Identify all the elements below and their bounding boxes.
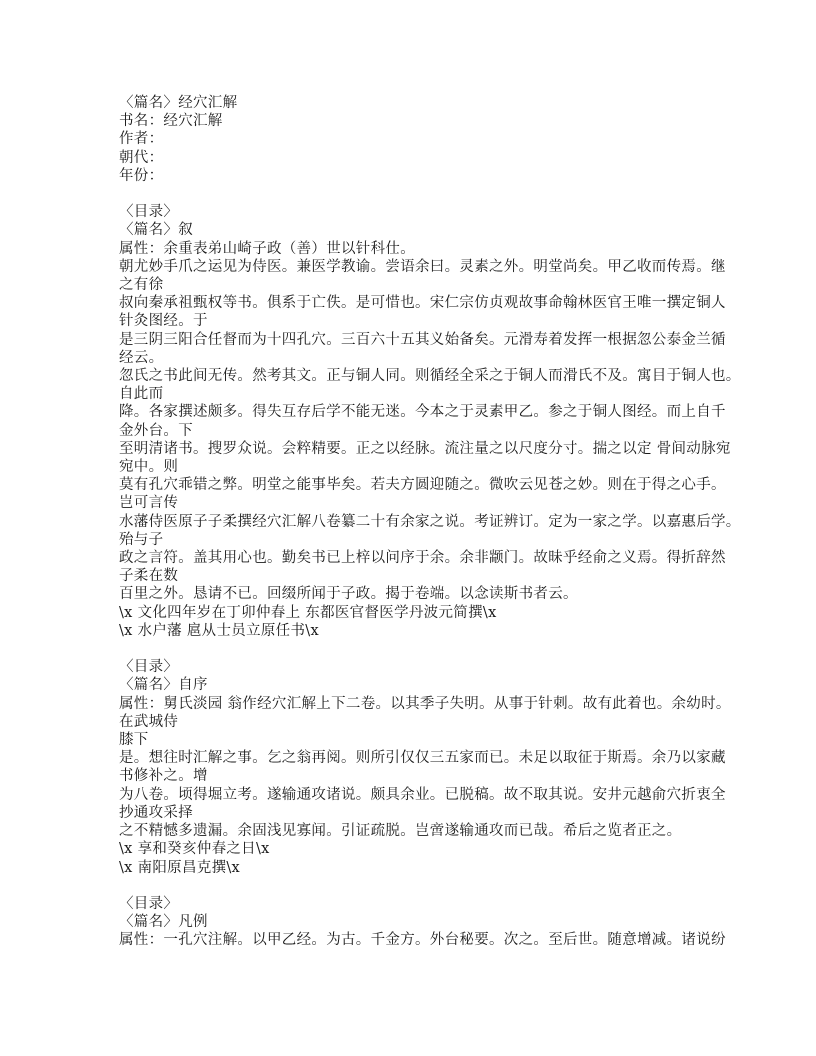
- toc-tag: 〈目录〉: [119, 895, 179, 912]
- text-line: 水藩侍医原子子柔撰经穴汇解八卷纂二十有余家之说。考证辨订。定为一家之学。以嘉惠后学。: [119, 513, 741, 530]
- text-line: 是。想往时汇解之事。乞之翁再阅。则所引仅仅三五家而已。未足以取征于斯焉。余乃以家藏: [119, 750, 726, 767]
- text-line: 是三阴三阳合任督而为十四孔穴。三百六十五其义始备矣。元滑寿着发挥一根据忽公泰金兰循: [119, 331, 726, 348]
- text-line: 属性：余重表弟山崎子政（善）世以针科仕。: [119, 240, 415, 257]
- document-header: [119, 94, 699, 185]
- text-line: 经云。: [119, 349, 164, 366]
- spacer: [119, 877, 699, 895]
- section-title: 〈篇名〉凡例: [119, 914, 208, 931]
- text-line: 莫有孔穴乖错之弊。明堂之能事毕矣。若夫方圆迎随之。微吹云见苍之妙。则在于得之心手。: [119, 477, 726, 494]
- text-line: 针灸图经。于: [119, 313, 208, 330]
- section-title: 〈篇名〉叙: [119, 222, 193, 239]
- text-line: 至明清诸书。搜罗众说。会粹精要。正之以经脉。流注量之以尺度分寸。揣之以定 骨间动脉宛: [119, 440, 731, 457]
- text-line: 叔向秦承祖甄权等书。俱系于亡佚。是可惜也。宋仁宗仿贞观故事命翰林医官王唯一撰定铜人: [119, 295, 726, 312]
- book-name: 书名：经穴汇解: [119, 113, 223, 130]
- text-line: 朝尤妙手爪之运见为侍医。兼医学教谕。尝语余曰。灵素之外。明堂尚矣。甲乙收而传焉。继: [119, 258, 726, 275]
- toc-tag: 〈目录〉: [119, 204, 179, 221]
- text-line: 殆与子: [119, 531, 164, 548]
- text-line: 在武城侍: [119, 713, 179, 730]
- text-line: 忽氏之书此间无传。然考其文。正与铜人同。则循经全采之于铜人而滑氏不及。寓目于铜人也。: [119, 368, 741, 385]
- book-title-tag: 〈篇名〉经穴汇解: [119, 95, 238, 111]
- text-line: 之有徐: [119, 277, 164, 294]
- text-line: 政之言符。盖其用心也。勤矣书已上梓以问序于余。余非颛门。故昧乎经俞之义焉。得折辞然: [119, 550, 726, 567]
- toc-tag: 〈目录〉: [119, 659, 179, 676]
- section-author-preface: [119, 658, 731, 876]
- signature-line: \x 文化四年岁在丁卯仲春上 东都医官督医学丹波元简撰\x: [119, 604, 497, 621]
- text-line: 之不精憾多遗漏。余固浅见寡闻。引证疏脱。岂啻遂输通攻而已哉。希后之览者正之。: [119, 823, 682, 840]
- text-line: 书修补之。增: [119, 768, 208, 785]
- text-line: 为八卷。顷得堀立考。遂输通攻诸说。颇具余业。已脱稿。故不取其说。安井元越俞穴折衷全: [119, 786, 726, 803]
- text-line: 属性：一孔穴注解。以甲乙经。为古。千金方。外台秘要。次之。至后世。随意增减。诸说纷: [119, 932, 726, 949]
- text-line: 属性：舅氏淡园 翁作经穴汇解上下二卷。以其季子失明。从事于针刺。故有此着也。余幼时。: [119, 695, 731, 712]
- text-line: 金外台。下: [119, 422, 193, 439]
- spacer: [119, 185, 699, 203]
- spacer: [119, 640, 699, 658]
- signature-line: \x 水户藩 扈从士员立原任书\x: [119, 622, 319, 639]
- section-conventions: [119, 895, 726, 950]
- section-title: 〈篇名〉自序: [119, 677, 208, 694]
- author-field: 作者：: [119, 131, 164, 148]
- text-line: 抄通攻采择: [119, 804, 193, 821]
- year-field: 年份：: [119, 167, 164, 184]
- signature-line: \x 南阳原昌克撰\x: [119, 859, 241, 876]
- text-line: 岂可言传: [119, 495, 179, 512]
- text-line: 百里之外。恳请不已。回缀所闻于子政。揭于卷端。以念读斯书者云。: [119, 586, 578, 603]
- document-page: [119, 94, 741, 950]
- section-preface: [119, 203, 741, 640]
- dynasty-field: 朝代：: [119, 149, 164, 166]
- text-line: 降。各家撰述颇多。得失互存后学不能无迷。今本之于灵素甲乙。参之于铜人图经。而上自千: [119, 404, 726, 421]
- text-line: 自此而: [119, 386, 164, 403]
- text-line: 膝下: [119, 732, 149, 749]
- text-line: 子柔在数: [119, 568, 179, 585]
- text-line: 宛中。则: [119, 459, 179, 476]
- signature-line: \x 享和癸亥仲春之日\x: [119, 841, 270, 858]
